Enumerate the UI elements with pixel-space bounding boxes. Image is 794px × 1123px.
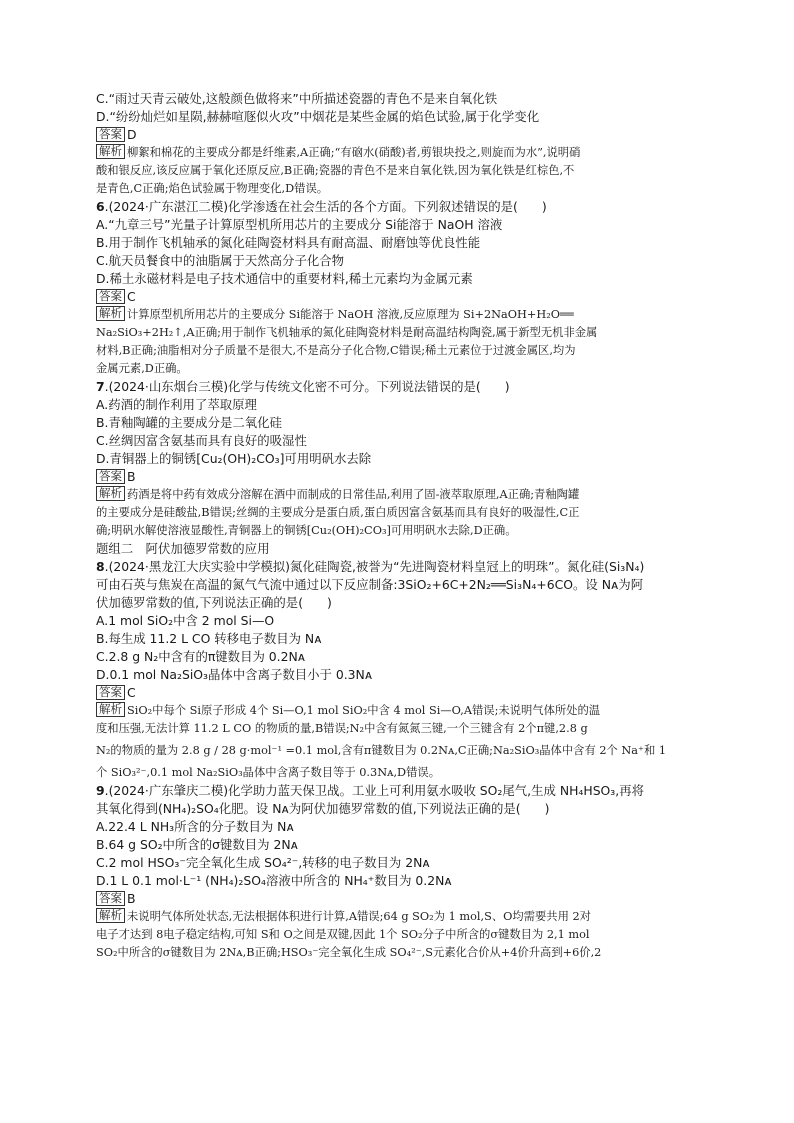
q8-option-b: B.每生成 11.2 L CO 转移电子数目为 Nᴀ [96, 631, 322, 646]
question-number: 9 [96, 783, 105, 798]
q8-explain-line: N₂的物质的量为 2.8 g / 28 g·mol⁻¹ =0.1 mol,含有π键数目为 0.2Nᴀ,C正确;Na₂SiO₃晶体中含有 2个 Na⁺和 1 [96, 744, 667, 757]
q8-explain-line: 解析 SiO₂中每个 Si原子形成 4个 Si—O,1 mol SiO₂中含 4 mol Si—O,A错误;未说明气体所处的温 [96, 702, 700, 720]
question-number: 7 [96, 379, 105, 394]
q8-option-a: A.1 mol SiO₂中含 2 mol Si—O [96, 613, 275, 628]
q7-explain-line: 确;明矾水解使溶液显酸性,青铜器上的铜锈[Cu₂(OH)₂CO₃]可用明矾水去除,D正确。 [96, 524, 517, 537]
q7-option-c: C.丝绸因富含氨基而具有良好的吸湿性 [96, 433, 307, 448]
explain-tag: 解析 [96, 702, 125, 717]
answer-tag: 答案 [96, 469, 125, 484]
q6-explain-line: 金属元素,D正确。 [96, 362, 188, 375]
answer-value: D [127, 127, 137, 142]
q7-stem: 7.(2024·山东烟台三模)化学与传统文化密不可分。下列说法错误的是( ) [96, 379, 510, 394]
q6-option-d: D.稀土永磁材料是电子技术通信中的重要材料,稀土元素均为金属元素 [96, 271, 473, 286]
q6-stem: 6.(2024·广东湛江二模)化学渗透在社会生活的各个方面。下列叙述错误的是( ) [96, 199, 547, 214]
q9-answer [96, 890, 700, 908]
answer-value: C [127, 685, 136, 700]
q5-explain-line: 是青色,C正确;焰色试验属于物理变化,D错误。 [96, 182, 329, 195]
q6-explain-line: 材料,B正确;油脂相对分子质量不是很大,不是高分子化合物,C错误;稀土元素位于过渡金属区,均为 [96, 344, 576, 357]
q6-option-a: A.“九章三号”光量子计算原型机所用芯片的主要成分 Si能溶于 NaOH 溶液 [96, 217, 503, 232]
q6-option-c: C.航天员餐食中的油脂属于天然高分子化合物 [96, 253, 345, 268]
q9-stem-line: 其氧化得到(NH₄)₂SO₄化肥。设 Nᴀ为阿伏加德罗常数的值,下列说法正确的是( ) [96, 801, 550, 816]
q6-explain-line: 解析 计算原型机所用芯片的主要成分 Si能溶于 NaOH 溶液,反应原理为 Si+2NaOH+H₂O══ [96, 306, 700, 324]
q6-option-b: B.用于制作飞机轴承的氮化硅陶瓷材料具有耐高温、耐磨蚀等优良性能 [96, 235, 481, 250]
document-page [96, 90, 700, 962]
answer-tag: 答案 [96, 289, 125, 304]
answer-value: B [127, 891, 136, 906]
q7-option-b: B.青釉陶罐的主要成分是二氧化硅 [96, 415, 282, 430]
explain-tag: 解析 [96, 306, 125, 321]
q5-explain-line: 解析 柳絮和棉花的主要成分都是纤维素,A正确;“有硇水(硝酸)者,剪银块投之,则旋而为水”,说明硝 [96, 144, 700, 162]
reaction-condition [411, 576, 427, 578]
q9-option-a: A.22.4 L NH₃所含的分子数目为 Nᴀ [96, 819, 294, 834]
q7-option-d: D.青铜器上的铜锈[Cu₂(OH)₂CO₃]可用明矾水去除 [96, 451, 372, 466]
q5-explain-line: 酸和银反应,该反应属于氧化还原反应,B正确;瓷器的青色不是来自氧化铁,因为氧化铁是红棕色,不 [96, 164, 575, 177]
q9-option-c: C.2 mol HSO₃⁻完全氧化生成 SO₄²⁻,转移的电子数目为 2Nᴀ [96, 855, 430, 870]
question-number: 6 [96, 199, 105, 214]
section-heading: 题组二 阿伏加德罗常数的应用 [96, 541, 270, 556]
q9-explain-line: 解析 未说明气体所处状态,无法根据体积进行计算,A错误;64 g SO₂为 1 mol,S、O均需要共用 2对 [96, 908, 700, 926]
question-number: 8 [96, 559, 105, 574]
q9-explain-line: 电子才达到 8电子稳定结构,可知 S和 O之间是双键,因此 1个 SO₂分子中所含的σ键数目为 2,1 mol [96, 928, 590, 941]
q5-option-d: D.“纷纷灿烂如星陨,赫赫喧豗似火攻”中烟花是某些金属的焰色试验,属于化学变化 [96, 109, 540, 124]
answer-value: B [127, 469, 136, 484]
explain-tag: 解析 [96, 908, 125, 923]
q7-answer [96, 468, 700, 486]
q9-option-d: D.1 L 0.1 mol·L⁻¹ (NH₄)₂SO₄溶液中所含的 NH₄⁺数目为 0.2Nᴀ [96, 873, 452, 888]
answer-tag: 答案 [96, 127, 125, 142]
q5-option-c: C.“雨过天青云破处,这般颜色做将来”中所描述瓷器的青色不是来自氧化铁 [96, 91, 498, 106]
q9-explain-line: SO₂中所含的σ键数目为 2Nᴀ,B正确;HSO₃⁻完全氧化生成 SO₄²⁻,S元素化合价从+4价升高到+6价,2 [96, 946, 602, 959]
q7-explain-line: 解析 药酒是将中药有效成分溶解在酒中而制成的日常佳品,利用了固-液萃取原理,A正确;青釉陶罐 [96, 486, 700, 504]
q7-option-a: A.药酒的制作利用了萃取原理 [96, 397, 257, 412]
q8-option-d: D.0.1 mol Na₂SiO₃晶体中含离子数目小于 0.3Nᴀ [96, 667, 373, 682]
q9-option-b: B.64 g SO₂中所含的σ键数目为 2Nᴀ [96, 837, 298, 852]
q8-stem: 8.(2024·黑龙江大庆实验中学模拟)氮化硅陶瓷,被誉为“先进陶瓷材料皇冠上的明珠”。氮化硅(Si₃N₄) [96, 559, 645, 574]
q8-stem-line: 伏加德罗常数的值,下列说法正确的是( ) [96, 595, 332, 610]
q8-explain-line: 个 SiO₃²⁻,0.1 mol Na₂SiO₃晶体中含离子数目等于 0.3Nᴀ,D错误。 [96, 766, 441, 779]
q9-stem: 9.(2024·广东肇庆二模)化学助力蓝天保卫战。工业上可利用氨水吸收 SO₂尾气,生成 NH₄HSO₃,再将 [96, 783, 644, 798]
q6-explain-line: Na₂SiO₃+2H₂↑,A正确;用于制作飞机轴承的氮化硅陶瓷材料是耐高温结构陶瓷,属于新型无机非金属 [96, 326, 598, 339]
answer-tag: 答案 [96, 891, 125, 906]
answer-tag: 答案 [96, 685, 125, 700]
explain-tag: 解析 [96, 144, 125, 159]
q5-answer [96, 126, 700, 144]
q7-explain-line: 的主要成分是硅酸盐,B错误;丝绸的主要成分是蛋白质,蛋白质因富含氨基而具有良好的吸湿性,C正 [96, 506, 580, 519]
answer-value: C [127, 289, 136, 304]
explain-tag: 解析 [96, 486, 125, 501]
q8-explain-line: 度和压强,无法计算 11.2 L CO 的物质的量,B错误;N₂中含有氮氮三键,一个三键含有 2个π键,2.8 g [96, 722, 588, 735]
q8-option-c: C.2.8 g N₂中含有的π键数目为 0.2Nᴀ [96, 649, 306, 664]
q8-answer [96, 684, 700, 702]
q6-answer [96, 288, 700, 306]
q8-stem-line: 可由石英与焦炭在高温的氮气气流中通过以下反应制备:3SiO₂+6C+2N₂══Si₃N₄+6CO。设 Nᴀ为阿 [96, 576, 700, 594]
